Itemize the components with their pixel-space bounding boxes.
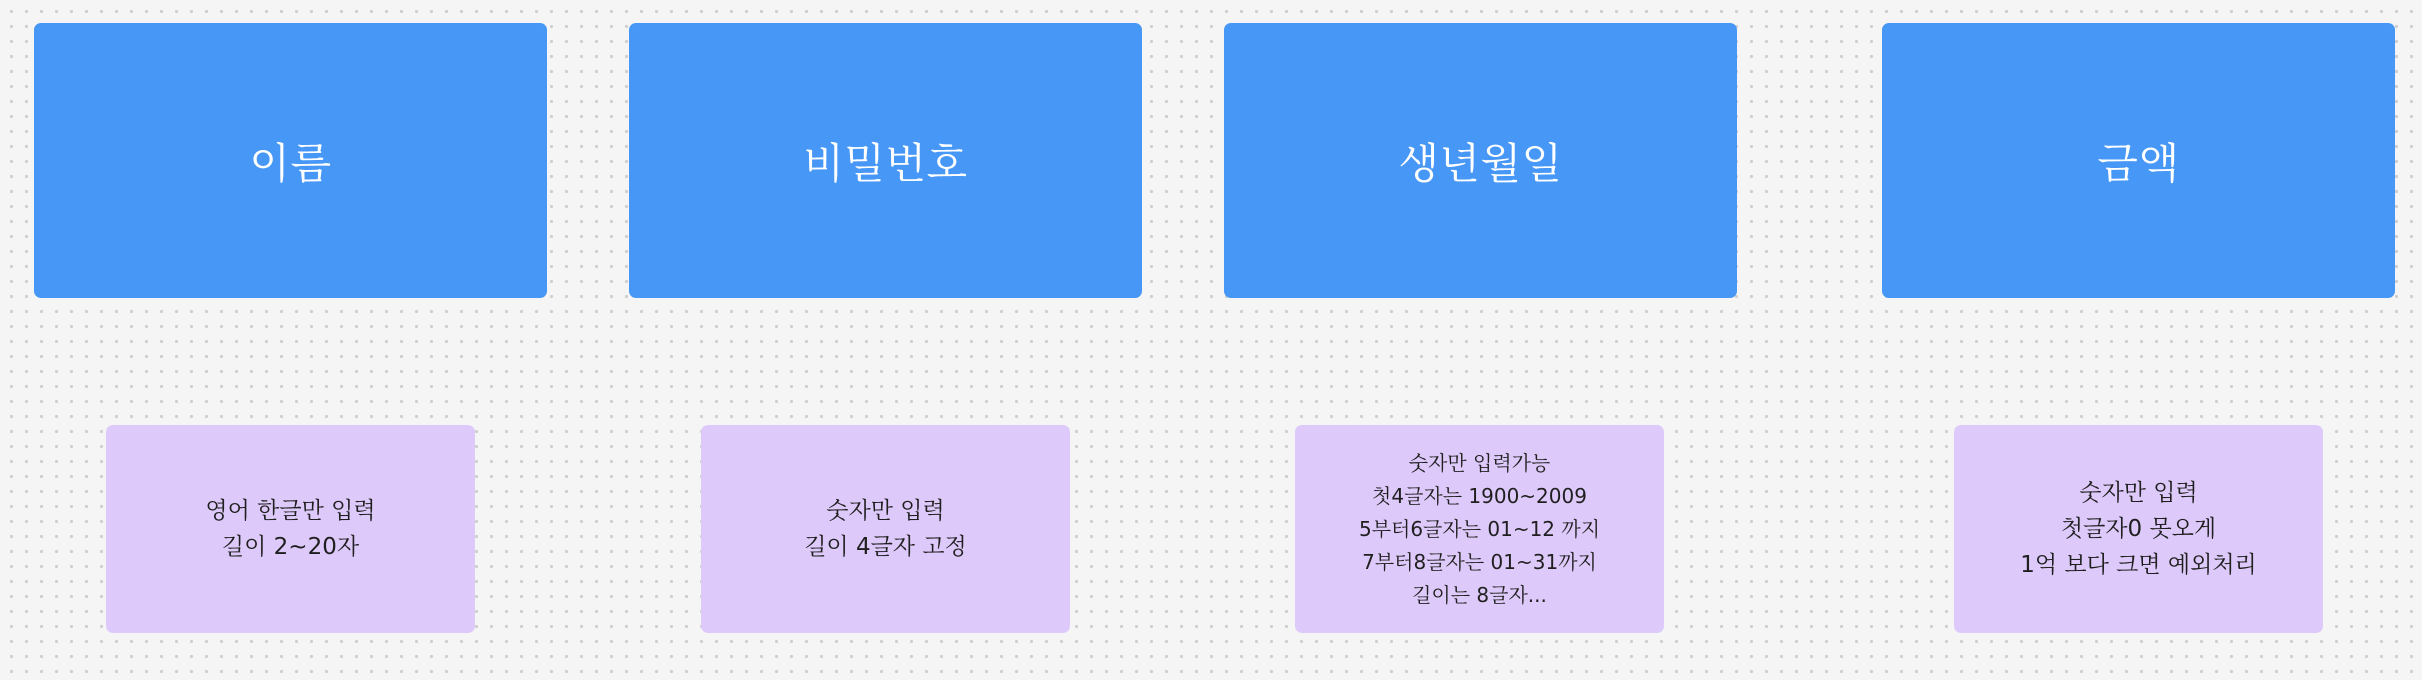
field-title-amount: 금액	[2097, 138, 2180, 188]
rule-line: 숫자만 입력	[2079, 480, 2198, 506]
rule-note-amount[interactable]	[1954, 425, 2323, 633]
rule-note-birthdate[interactable]	[1295, 425, 1664, 633]
field-card-birthdate[interactable]	[1224, 23, 1737, 298]
rule-line: 첫4글자는 1900~2009	[1372, 483, 1587, 508]
rule-line: 5부터6글자는 01~12 까지	[1358, 516, 1601, 541]
rule-line: 숫자만 입력	[826, 498, 945, 524]
rule-line: 7부터8글자는 01~31까지	[1362, 549, 1597, 574]
field-card-password[interactable]	[629, 23, 1142, 298]
field-title-name: 이름	[249, 138, 332, 188]
rule-note-password[interactable]	[701, 425, 1070, 633]
rule-note-name[interactable]	[106, 425, 475, 633]
rule-line: 영어 한글만 입력	[205, 498, 376, 524]
rule-line: 길이 2~20자	[221, 534, 360, 560]
rule-line: 숫자만 입력가능	[1408, 450, 1551, 475]
rule-line: 첫글자0 못오게	[2060, 516, 2217, 542]
rule-line: 길이 4글자 고정	[804, 534, 967, 560]
rule-line: 1억 보다 크면 예외처리	[2020, 552, 2257, 578]
field-title-birthdate: 생년월일	[1398, 138, 1563, 188]
rule-line: 길이는 8글자...	[1412, 582, 1547, 607]
field-title-password: 비밀번호	[803, 138, 968, 188]
field-card-name[interactable]	[34, 23, 547, 298]
field-card-amount[interactable]	[1882, 23, 2395, 298]
